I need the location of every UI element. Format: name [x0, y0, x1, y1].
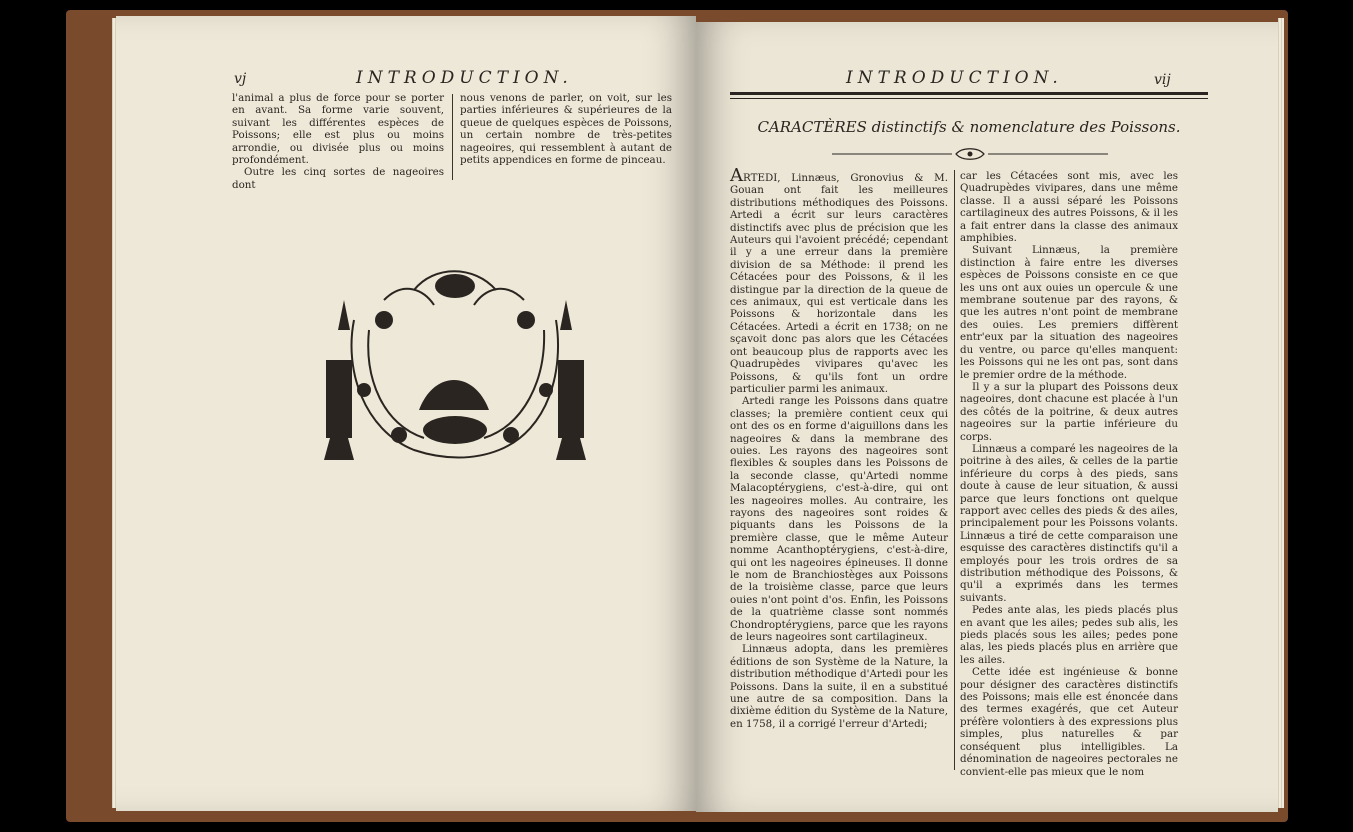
- right-page: [696, 22, 1278, 812]
- paragraph: Pedes ante alas, les pieds placés plus en avant que les ailes; pedes sub alis, les pieds placés sous les ailes; pedes pone alas, les pieds placés plus en arrière que les ailes.: [960, 604, 1178, 666]
- paragraph: Outre les cinq sortes de nageoires dont: [232, 166, 444, 191]
- column-divider: [954, 170, 955, 770]
- column-divider: [452, 94, 453, 180]
- left-folio: vj: [234, 71, 247, 87]
- paragraph: nous venons de parler, on voit, sur les parties inférieures & supérieures de la queue de quelques espèces de Poissons, un certain nombre de très-petites nageoires, qui ressemblent à autant de petits appendices en forme de pinceau.: [460, 92, 672, 167]
- fleuron-divider-icon: [832, 147, 1108, 161]
- left-page: [116, 16, 696, 811]
- page-stack-right: [1278, 18, 1284, 808]
- header-rule-thin: [730, 98, 1208, 99]
- right-column-2: [960, 170, 1178, 778]
- right-column-1: [730, 165, 948, 730]
- left-running-head: INTRODUCTION.: [356, 68, 573, 88]
- section-title: CARACTÈRES distinctifs & nomenclature des Poissons.: [757, 118, 1181, 136]
- paragraph: l'animal a plus de force pour se porter en avant. Sa forme varie souvent, suivant les différentes espèces de Poissons; elle est plus ou moins arrondie, ou divisée plus ou moins profondément.: [232, 92, 444, 167]
- paragraph: Artedi range les Poissons dans quatre classes; la première contient ceux qui ont des os en forme d'aiguillons dans les nageoires & dans la membrane des ouies. Les rayons des nageoires sont flexibles & souples dans les Poissons de la seconde classe, qu'Artedi nomme Malacoptérygiens, c'est-à-dire, qui ont les nageoires molles. Au contraire, les rayons des nageoires sont roides & piquants dans les Poissons de la première classe, que le même Auteur nomme Acanthoptérygiens, c'est-à-dire, qui ont les nageoires épineuses. Il donne le nom de Branchiostèges aux Poissons de la troisième classe, parce que leurs ouies n'ont point d'os. Enfin, les Poissons de la quatrième classe sont nommés Chondroptérygiens, parce que les rayons de leurs nageoires sont cartilagineux.: [730, 395, 948, 644]
- paragraph: Cette idée est ingénieuse & bonne pour désigner des caractères distinctifs des Poissons; mais elle est énoncée dans des termes exagérés, que cet Auteur préfère volontiers à des expressions plus simples, plus naturelles & par conséquent plus intelligibles. La dénomination de nageoires pectorales ne convient-elle pas mieux que le nom: [960, 666, 1178, 778]
- paragraph: Suivant Linnæus, la première distinction à faire entre les diverses espèces de Poissons consiste en ce que les uns ont aux ouies un opercule & une membrane soutenue par des rayons, & que les autres n'ont point de membrane des ouies. Les premiers diffèrent entr'eux par la situation des nageoires du ventre, ou parce qu'elles manquent: les Poissons qui ne les ont pas, sont dans le premier ordre de la méthode.: [960, 244, 1178, 381]
- vignette-ornament-icon: [324, 260, 586, 476]
- right-folio: vij: [1154, 72, 1171, 88]
- left-column-1: [232, 92, 444, 191]
- dropcap: A: [730, 165, 743, 186]
- paragraph: [730, 165, 948, 395]
- paragraph-text: RTEDI, Linnæus, Gronovius & M. Gouan ont fait les meilleures distributions méthodiques des Poissons. Artedi a écrit sur leurs caractères distinctifs avec plus de précision que les Auteurs qui l'avoient précédé; cependant il y a une erreur dans la première division de sa Méthode: il prend les Cétacées pour des Poissons, & il les distingue par la direction de la queue de ces animaux, qui est verticale dans les Poissons & horizontale dans les Cétacées. Artedi a écrit en 1738; on ne sçavoit donc pas alors que les Cétacées ont beaucoup plus de rapports avec les Quadrupèdes vivipares qu'avec les Poissons, & qu'ils font un ordre particulier parmi les animaux.: [730, 172, 948, 395]
- paragraph: Il y a sur la plupart des Poissons deux nageoires, dont chacune est placée à l'un des côtés de la poitrine, & deux autres nageoires sur la partie inférieure du corps.: [960, 380, 1178, 443]
- paragraph: car les Cétacées sont mis, avec les Quadrupèdes vivipares, dans une même classe. Il a aussi séparé les Poissons cartilagineux des autres Poissons, & il les a fait entrer dans la classe des animaux amphibies.: [960, 170, 1178, 245]
- right-running-head: INTRODUCTION.: [846, 68, 1063, 88]
- paragraph: Linnæus adopta, dans les premières éditions de son Système de la Nature, la distribution méthodique d'Artedi pour les Poissons. Dans la suite, il en a substitué une autre de sa composition. Dans la dixième édition du Système de la Nature, en 1758, il a corrigé l'erreur d'Artedi;: [730, 643, 948, 730]
- paragraph: Linnæus a comparé les nageoires de la poitrine à des ailes, & celles de la partie inférieure du corps à des pieds, sans doute à cause de leur situation, & aussi parce que leurs fonctions ont quelque rapport avec celles des pieds & des ailes, principalement pour les Poissons volants. Linnæus a tiré de cette comparaison une esquisse des caractères distinctifs qu'il a employés pour les trois ordres de sa distribution méthodique des Poissons, & qu'il a exprimés dans les termes suivants.: [960, 442, 1178, 604]
- left-column-2: [460, 92, 672, 166]
- header-rule: [730, 92, 1208, 95]
